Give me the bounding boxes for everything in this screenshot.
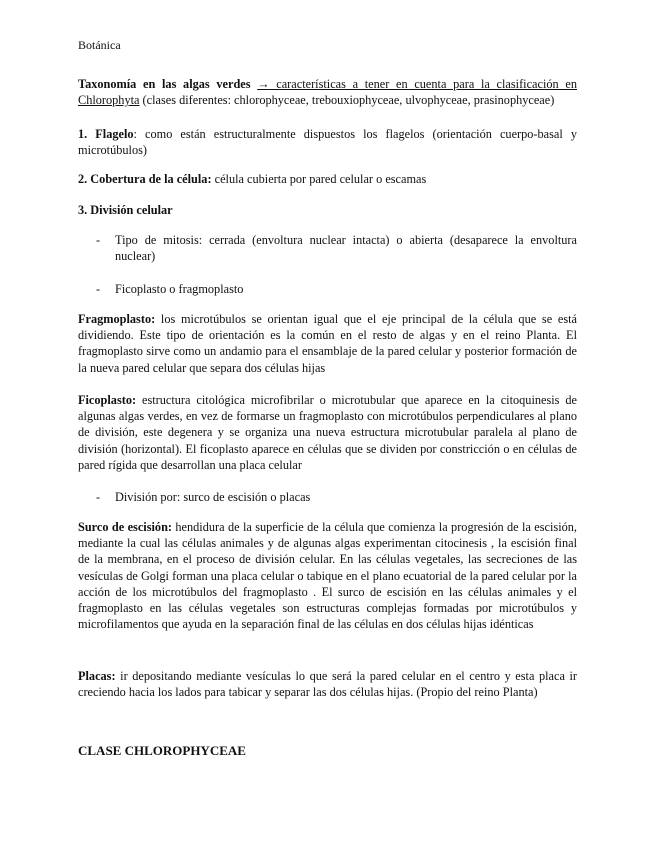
bullet-dash: - [96, 233, 101, 247]
section-1-text: : como están estructuralmente dispuestos los flagelos (orientación cuerpo-basal y microtúbulos) [78, 127, 577, 158]
bullet-item-mitosis [96, 232, 577, 264]
section-2-paragraph [78, 171, 577, 187]
section-2-heading: 2. Cobertura de la célula: [78, 172, 212, 186]
surco-paragraph [78, 519, 577, 632]
intro-paragraph [78, 76, 577, 108]
intro-underlined: características a tener en cuenta para la clasificación en Chlorophyta [78, 77, 577, 108]
placas-term: Placas: [78, 669, 116, 683]
section-1-paragraph [78, 126, 577, 158]
section-2-text: célula cubierta por pared celular o escamas [211, 172, 427, 186]
section-3-heading-text: 3. División celular [78, 203, 173, 217]
ficoplasto-text: estructura citológica microfibrilar o microtubular que aparece en la citoquinesis de algunas algas verdes, en vez de formarse un fragmoplasto con microtúbulos perpendiculares al plano de división, este degenera y se organiza una nueva estructura microtubular paralela al plano de división (horizontal). El ficoplasto aparece en células que se dividen por constricción o en células de pared rígida que desarrollan una placa celular [78, 393, 577, 472]
placas-text: ir depositando mediante vesículas lo que será la pared celular en el centro y esta placa ir creciendo hacia los lados para tabicar y separar las dos células hijas. (Propio del reino Planta) [78, 669, 577, 700]
bullet-item-division [96, 489, 577, 505]
surco-text: hendidura de la superficie de la célula que comienza la progresión de la escisión, mediante la cual las células animales y de algunas algas experimentan citocinesis , la escisión final de la membrana, en el proceso de división celular. En las células vegetales, las secreciones de las vesículas de Golgi forman una placa celular o tabique en el plano ecuatorial de la pared celular por la acción de los microtúbulos del fragmoplasto . El surco de escisión en las células animales y el fragmoplasto en las células vegetales son estructuras complejas formadas por microtúbulos y microfilamentos que ayuda en la separación final de las células en dos células hijas idénticas [78, 520, 577, 632]
ficoplasto-paragraph [78, 392, 577, 473]
bullet-text-division: División por: surco de escisión o placas [115, 490, 311, 504]
intro-title: Taxonomía en las algas verdes [78, 77, 251, 91]
surco-term: Surco de escisión: [78, 520, 173, 534]
fragmoplasto-term: Fragmoplasto: [78, 312, 156, 326]
section-1-heading: 1. Flagelo [78, 127, 134, 141]
bullet-dash: - [96, 490, 101, 504]
intro-arrow: → [257, 77, 270, 91]
section-3-heading [78, 202, 577, 218]
clase-heading: CLASE CHLOROPHYCEAE [78, 743, 246, 758]
bullet-item-ficoplasto [96, 281, 577, 297]
page-header: Botánica [78, 38, 121, 52]
placas-paragraph [78, 668, 577, 700]
intro-rest: (clases diferentes: chlorophyceae, trebouxiophyceae, ulvophyceae, prasinophyceae) [139, 93, 555, 108]
fragmoplasto-paragraph [78, 311, 577, 376]
bullet-text-mitosis: Tipo de mitosis: cerrada (envoltura nuclear intacta) o abierta (desaparece la envoltura nuclear) [115, 233, 577, 264]
fragmoplasto-text: los microtúbulos se orientan igual que el eje principal de la célula que se está dividiendo. Este tipo de orientación es la común en el resto de algas y en el reino Planta. El fragmoplasto sirve como un andamio para el ensamblaje de la pared celular y posterior formación de la nueva pared celular que separa dos células hijas [78, 312, 577, 375]
bullet-dash: - [96, 282, 101, 296]
bullet-text-ficoplasto: Ficoplasto o fragmoplasto [115, 282, 244, 296]
ficoplasto-term: Ficoplasto: [78, 393, 137, 407]
